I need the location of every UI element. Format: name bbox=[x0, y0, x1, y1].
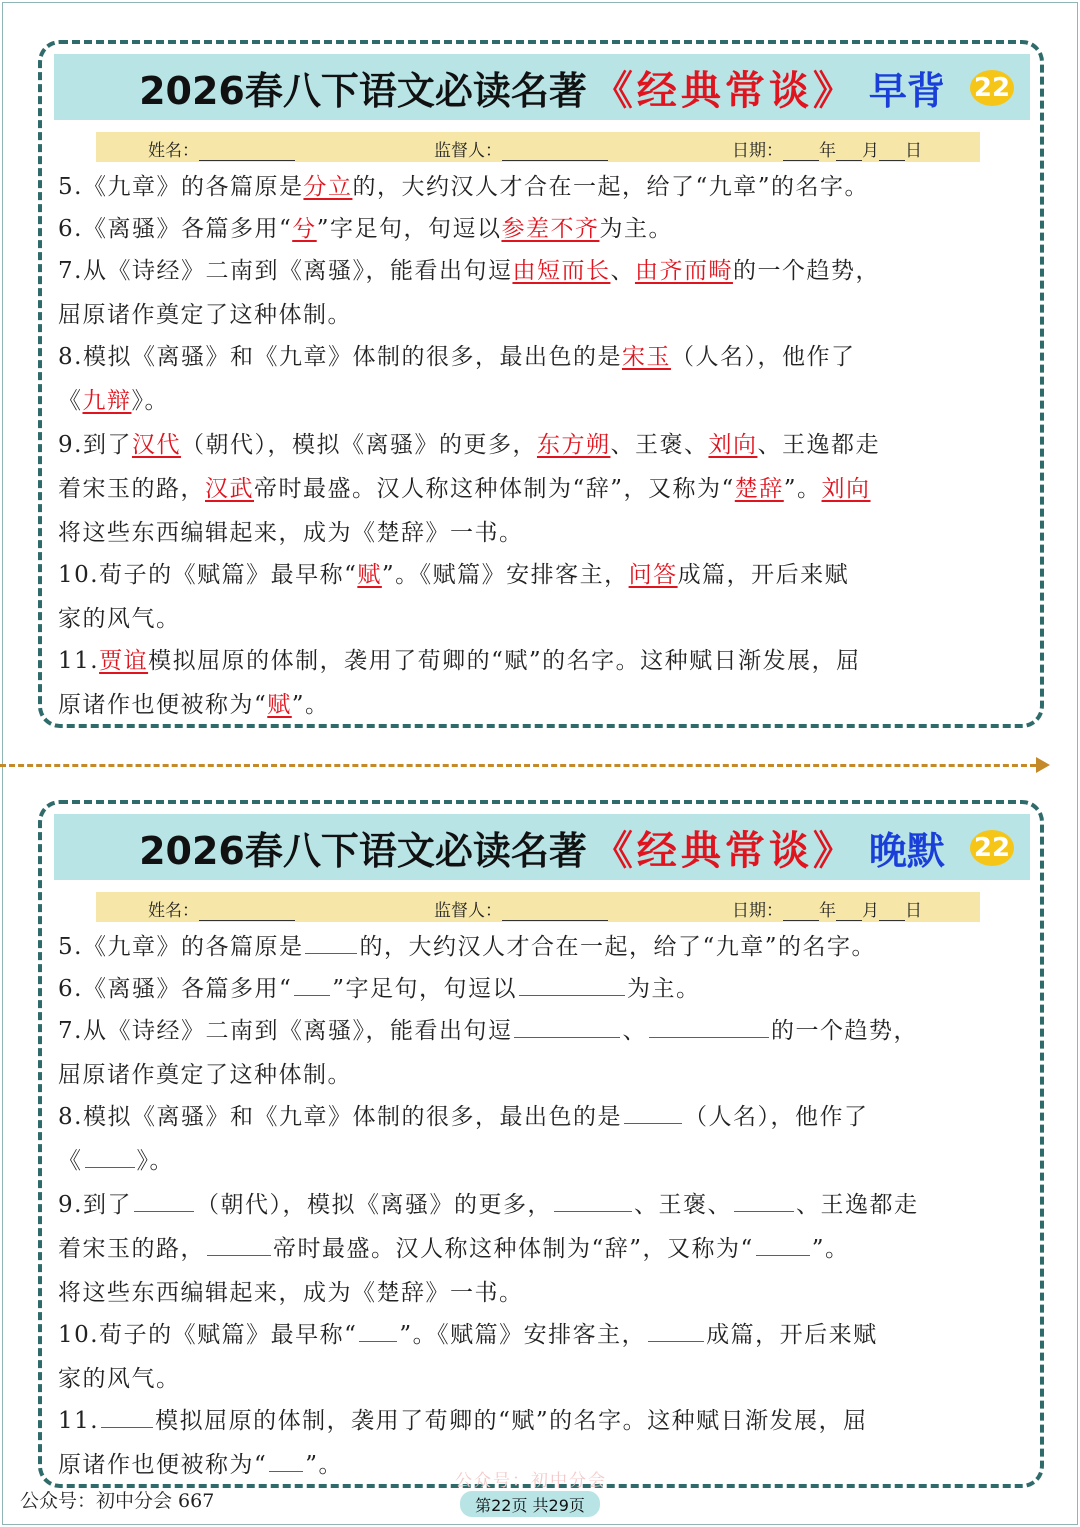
title-main: 2026春八下语文必读名著 bbox=[139, 828, 587, 873]
text: 、王褒、 bbox=[610, 432, 709, 458]
text: 家的风气。 bbox=[58, 606, 181, 632]
text: 模拟屈原的体制，袭用了荀卿的“赋”的名字。这种赋日渐发展，屈 bbox=[155, 1408, 868, 1434]
fill-blank[interactable] bbox=[648, 1318, 704, 1342]
question-8-cont bbox=[58, 383, 169, 419]
answer: 楚辞 bbox=[734, 476, 784, 502]
answer: 东方朔 bbox=[536, 432, 611, 458]
text: ”。《赋篇》安排客主， bbox=[381, 562, 629, 588]
title-book: 《经典常谈》 bbox=[592, 66, 857, 114]
question-11-cont bbox=[58, 1447, 343, 1483]
answer: 九辩 bbox=[82, 388, 132, 414]
answer: 分立 bbox=[303, 174, 353, 200]
answer: 汉武 bbox=[205, 476, 254, 502]
question-7-cont bbox=[58, 297, 352, 333]
text: 8.模拟《离骚》和《九章》体制的很多，最出色的是 bbox=[58, 1104, 622, 1130]
fill-blank[interactable] bbox=[294, 972, 330, 996]
text: ”。 bbox=[811, 1236, 850, 1262]
text: 、 bbox=[610, 258, 635, 284]
arrow-right-icon bbox=[1036, 757, 1050, 773]
number-badge: 22 bbox=[970, 70, 1014, 106]
fill-blank[interactable] bbox=[85, 1144, 135, 1168]
text: 11. bbox=[58, 1408, 100, 1434]
question-10-cont bbox=[58, 601, 181, 637]
title-main: 2026春八下语文必读名著 bbox=[139, 68, 587, 113]
text: 原诸作也便被称为“ bbox=[58, 692, 268, 718]
date-field[interactable] bbox=[732, 136, 922, 161]
answer: 赋 bbox=[267, 692, 292, 718]
card-title-bar bbox=[54, 814, 1030, 880]
card-title-bar bbox=[54, 54, 1030, 120]
text: 将这些东西编辑起来，成为《楚辞》一书。 bbox=[58, 520, 524, 546]
month-blank bbox=[836, 904, 862, 921]
text: 、王褒、 bbox=[633, 1192, 732, 1218]
day-label: 日 bbox=[905, 901, 922, 921]
title-mode: 早背 bbox=[868, 68, 945, 113]
name-field[interactable] bbox=[148, 136, 295, 161]
question-9-cont bbox=[58, 471, 871, 507]
info-bar bbox=[96, 132, 980, 162]
supervisor-label: 监督人： bbox=[434, 901, 502, 921]
text: 的一个趋势， bbox=[770, 1018, 918, 1044]
fill-blank[interactable] bbox=[134, 1188, 194, 1212]
name-label: 姓名： bbox=[148, 141, 199, 161]
cut-line-divider bbox=[0, 764, 1036, 767]
text: 6.《离骚》各篇多用“ bbox=[58, 216, 293, 242]
question-7 bbox=[58, 253, 880, 289]
fill-blank[interactable] bbox=[269, 1448, 303, 1472]
answer: 由短而长 bbox=[512, 258, 611, 284]
name-field[interactable] bbox=[148, 896, 295, 921]
watermark: 公众号：初中分会 bbox=[455, 1471, 607, 1491]
info-bar bbox=[96, 892, 980, 922]
text: 7.从《诗经》二南到《离骚》，能看出句逗 bbox=[58, 258, 513, 284]
text: 家的风气。 bbox=[58, 1366, 181, 1392]
text: 5.《九章》的各篇原是 bbox=[58, 934, 304, 960]
day-blank bbox=[879, 144, 905, 161]
question-10 bbox=[58, 1317, 878, 1353]
text: 11. bbox=[58, 648, 100, 674]
morning-recite-card bbox=[38, 40, 1044, 728]
date-label: 日期： bbox=[732, 901, 783, 921]
question-8 bbox=[58, 339, 855, 375]
text: ”。《赋篇》安排客主， bbox=[399, 1322, 647, 1348]
text: 模拟屈原的体制，袭用了荀卿的“赋”的名字。这种赋日渐发展，屈 bbox=[148, 648, 861, 674]
text: 《 bbox=[58, 1148, 83, 1174]
text: ”。 bbox=[305, 1452, 344, 1478]
question-6 bbox=[58, 971, 700, 1007]
page-indicator: 第22页 共29页 bbox=[460, 1491, 600, 1517]
text: 9.到了 bbox=[58, 432, 132, 458]
supervisor-label: 监督人： bbox=[434, 141, 502, 161]
question-7-cont bbox=[58, 1057, 352, 1093]
account-footer: 公众号：初中分会 667 bbox=[20, 1490, 215, 1512]
text: （人名），他作了 bbox=[683, 1104, 869, 1130]
question-8 bbox=[58, 1099, 868, 1135]
text: 》。 bbox=[136, 1148, 174, 1174]
supervisor-blank bbox=[502, 904, 608, 921]
answer: 兮 bbox=[292, 216, 317, 242]
year-label: 年 bbox=[819, 141, 836, 161]
question-11 bbox=[58, 643, 861, 679]
fill-blank[interactable] bbox=[649, 1014, 769, 1038]
question-11 bbox=[58, 1403, 868, 1439]
supervisor-blank bbox=[502, 144, 608, 161]
day-blank bbox=[879, 904, 905, 921]
text: 成篇，开后来赋 bbox=[677, 562, 850, 588]
text: 原诸作也便被称为“ bbox=[58, 1452, 268, 1478]
name-label: 姓名： bbox=[148, 901, 199, 921]
answer: 汉代 bbox=[131, 432, 181, 458]
question-5 bbox=[58, 169, 869, 205]
text: 10.荀子的《赋篇》最早称“ bbox=[58, 562, 358, 588]
text: ”。 bbox=[291, 692, 330, 718]
text: 将这些东西编辑起来，成为《楚辞》一书。 bbox=[58, 1280, 524, 1306]
text: 5.《九章》的各篇原是 bbox=[58, 174, 304, 200]
fill-blank[interactable] bbox=[734, 1188, 794, 1212]
text: （朝代），模拟《离骚》的更多， bbox=[180, 432, 537, 458]
text: 的，大约汉人才合在一起，给了“九章”的名字。 bbox=[352, 174, 869, 200]
text: 屈原诸作奠定了这种体制。 bbox=[58, 302, 352, 328]
text: 为主。 bbox=[599, 216, 673, 242]
question-8-cont bbox=[58, 1143, 174, 1179]
name-blank bbox=[199, 904, 295, 921]
text: 》。 bbox=[131, 388, 169, 414]
answer: 刘向 bbox=[708, 432, 758, 458]
text: 着宋玉的路， bbox=[58, 1236, 205, 1262]
date-label: 日期： bbox=[732, 141, 783, 161]
question-9 bbox=[58, 427, 880, 463]
text: 的，大约汉人才合在一起，给了“九章”的名字。 bbox=[359, 934, 876, 960]
text: 帝时最盛。汉人称这种体制为“辞”，又称为“ bbox=[254, 476, 735, 502]
supervisor-field[interactable] bbox=[434, 896, 608, 921]
question-5 bbox=[58, 929, 876, 965]
year-label: 年 bbox=[819, 901, 836, 921]
name-blank bbox=[199, 144, 295, 161]
answer: 宋玉 bbox=[621, 344, 671, 370]
question-9-cont bbox=[58, 1231, 850, 1267]
answer: 问答 bbox=[628, 562, 678, 588]
fill-blank[interactable] bbox=[519, 972, 625, 996]
question-9-cont2 bbox=[58, 1275, 524, 1311]
evening-dictation-card bbox=[38, 800, 1044, 1488]
question-10-cont bbox=[58, 1361, 181, 1397]
text: 屈原诸作奠定了这种体制。 bbox=[58, 1062, 352, 1088]
fill-blank[interactable] bbox=[756, 1232, 810, 1256]
fill-blank[interactable] bbox=[305, 930, 357, 954]
fill-blank[interactable] bbox=[554, 1188, 632, 1212]
text: 着宋玉的路， bbox=[58, 476, 205, 502]
text: ”字足句，句逗以 bbox=[332, 976, 517, 1002]
answer: 由齐而畸 bbox=[634, 258, 733, 284]
text: 6.《离骚》各篇多用“ bbox=[58, 976, 293, 1002]
text: 、王逸都走 bbox=[795, 1192, 919, 1218]
text: 7.从《诗经》二南到《离骚》，能看出句逗 bbox=[58, 1018, 513, 1044]
year-blank bbox=[783, 904, 819, 921]
text: 的一个趋势， bbox=[732, 258, 880, 284]
fill-blank[interactable] bbox=[207, 1232, 271, 1256]
question-10 bbox=[58, 557, 849, 593]
question-9-cont2 bbox=[58, 515, 524, 551]
question-6 bbox=[58, 211, 673, 247]
month-label: 月 bbox=[862, 901, 879, 921]
question-7 bbox=[58, 1013, 918, 1049]
text: 成篇，开后来赋 bbox=[706, 1322, 878, 1348]
month-label: 月 bbox=[862, 141, 879, 161]
text: 、 bbox=[622, 1018, 647, 1044]
text: 《 bbox=[58, 388, 83, 414]
number-badge: 22 bbox=[970, 830, 1014, 866]
day-label: 日 bbox=[905, 141, 922, 161]
fill-blank[interactable] bbox=[101, 1404, 153, 1428]
text: 8.模拟《离骚》和《九章》体制的很多，最出色的是 bbox=[58, 344, 622, 370]
answer: 参差不齐 bbox=[501, 216, 600, 242]
title-book: 《经典常谈》 bbox=[592, 826, 857, 874]
text: 、王逸都走 bbox=[757, 432, 880, 458]
text: 为主。 bbox=[626, 976, 701, 1002]
fill-blank[interactable] bbox=[624, 1100, 682, 1124]
text: 帝时最盛。汉人称这种体制为“辞”，又称为“ bbox=[273, 1236, 754, 1262]
text: 9.到了 bbox=[58, 1192, 132, 1218]
fill-blank[interactable] bbox=[359, 1318, 397, 1342]
title-mode: 晚默 bbox=[868, 828, 945, 873]
date-field[interactable] bbox=[732, 896, 922, 921]
fill-blank[interactable] bbox=[514, 1014, 620, 1038]
supervisor-field[interactable] bbox=[434, 136, 608, 161]
question-11-cont bbox=[58, 687, 330, 723]
text: （人名），他作了 bbox=[670, 344, 856, 370]
text: （朝代），模拟《离骚》的更多， bbox=[195, 1192, 552, 1218]
answer: 刘向 bbox=[821, 476, 871, 502]
year-blank bbox=[783, 144, 819, 161]
answer: 赋 bbox=[357, 562, 382, 588]
text: ”。 bbox=[783, 476, 822, 502]
question-9 bbox=[58, 1187, 918, 1223]
text: ”字足句，句逗以 bbox=[316, 216, 502, 242]
answer: 贾谊 bbox=[99, 648, 149, 674]
text: 10.荀子的《赋篇》最早称“ bbox=[58, 1322, 358, 1348]
month-blank bbox=[836, 144, 862, 161]
